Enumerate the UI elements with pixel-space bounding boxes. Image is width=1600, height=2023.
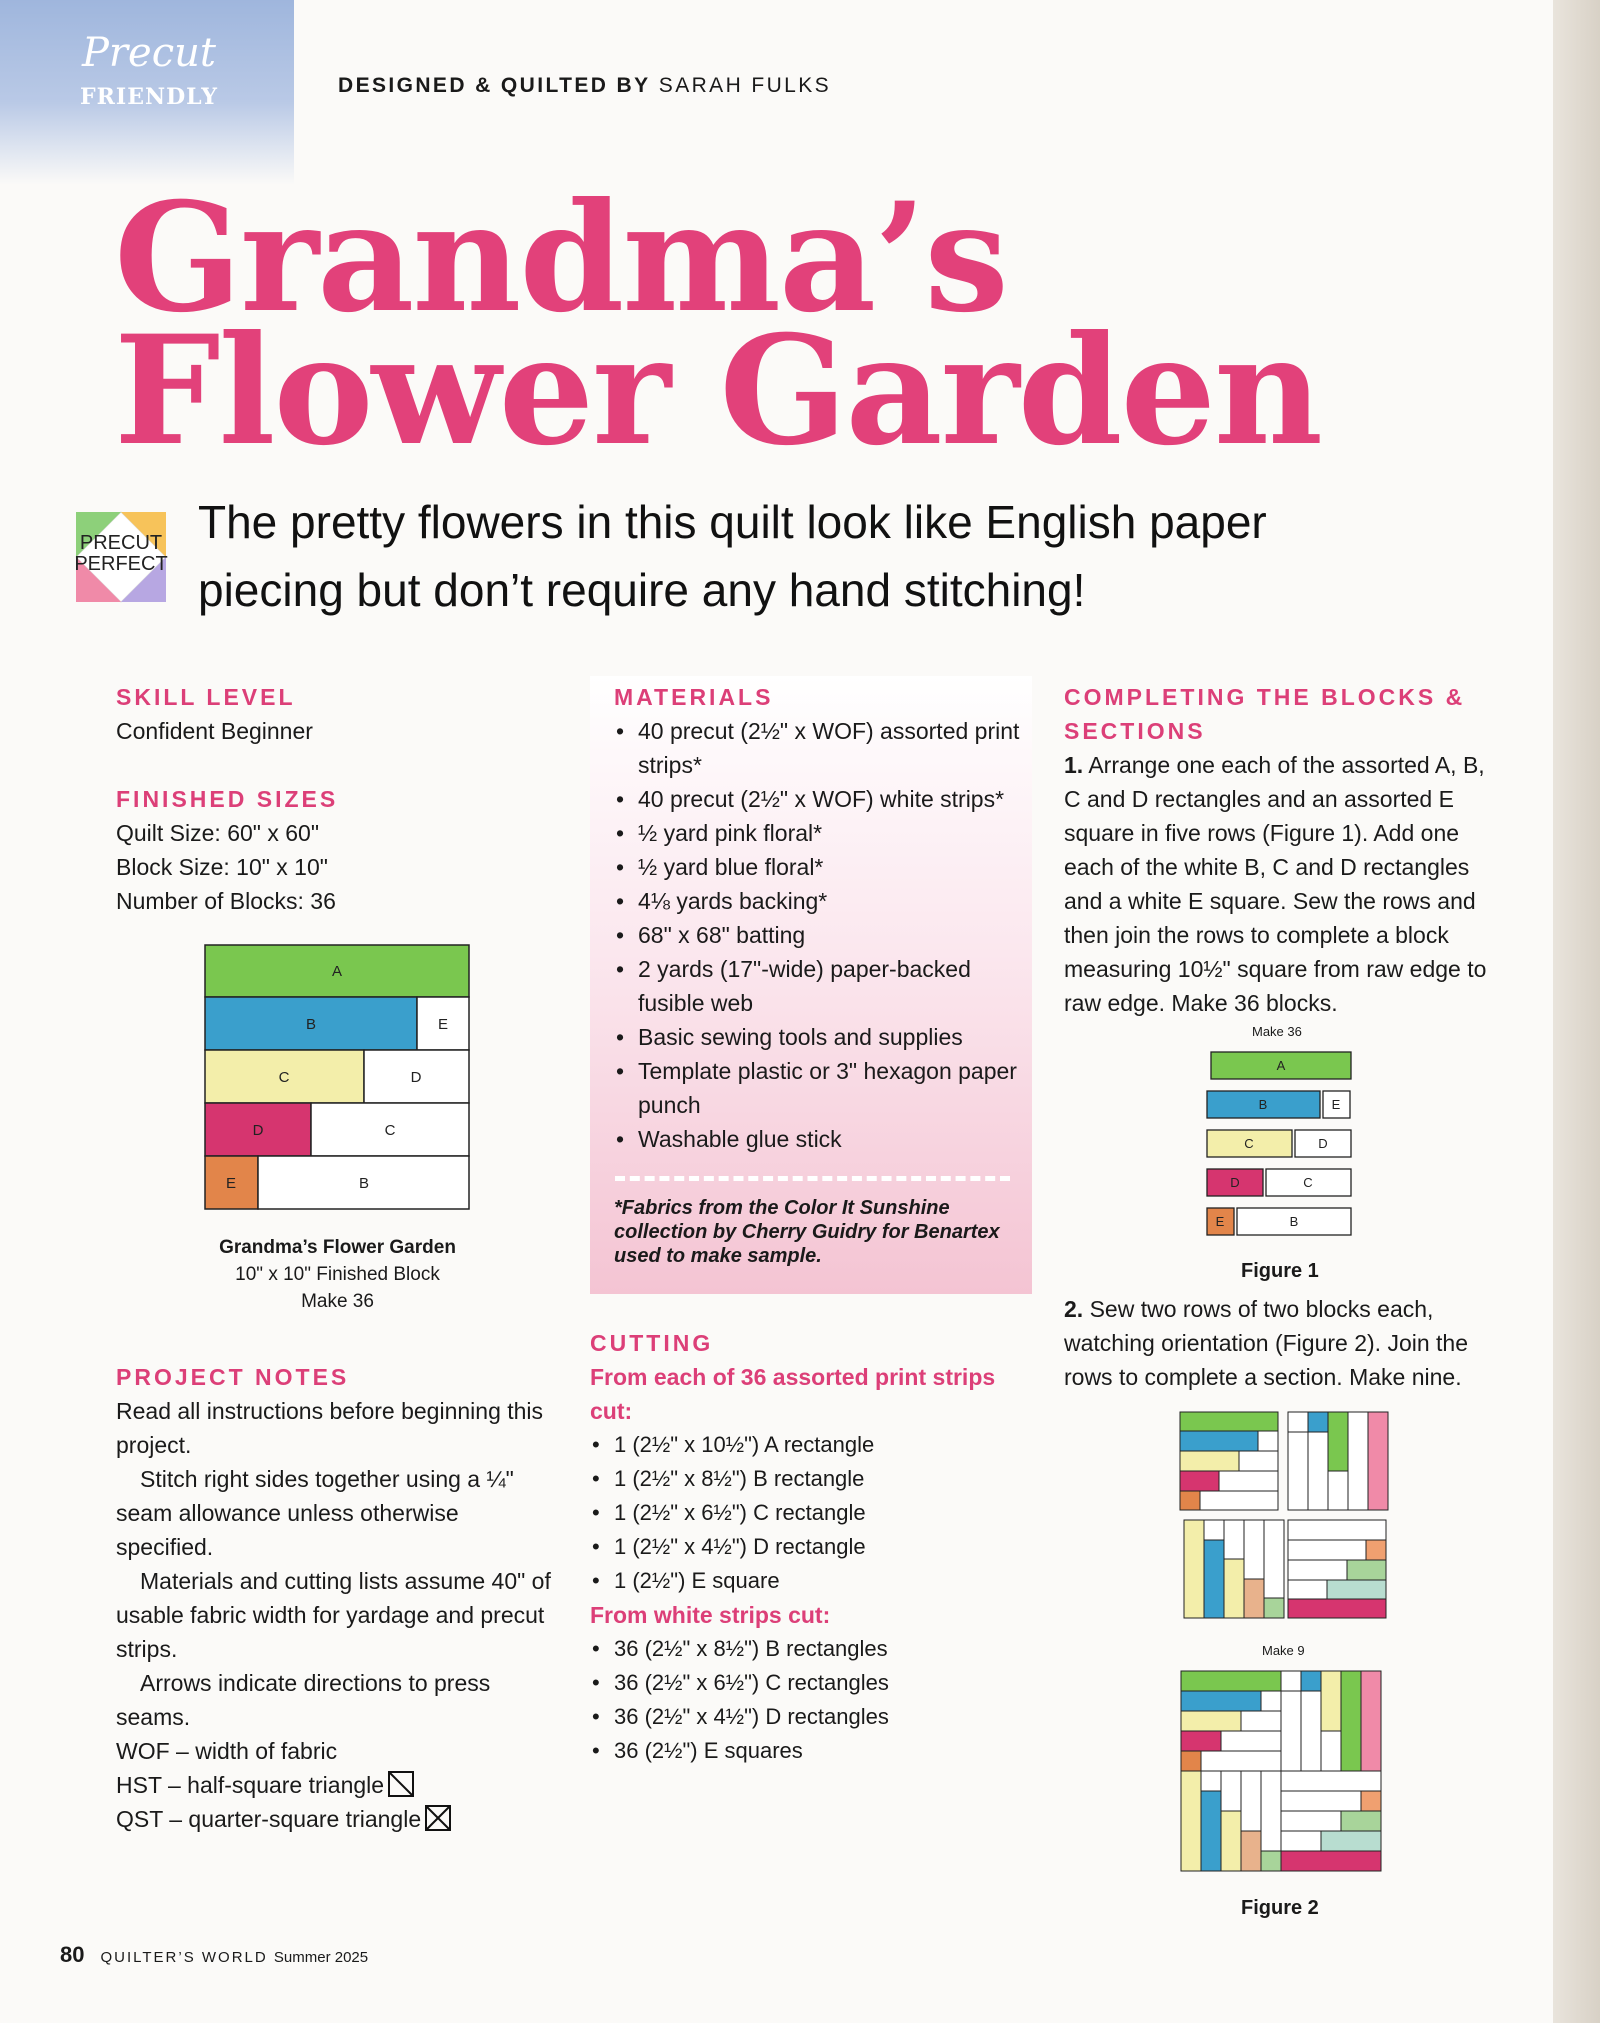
figure-1-diagram	[1206, 1050, 1362, 1236]
precut-perfect-text	[74, 533, 168, 575]
cut-item: • 36 (2½" x 6½") C rectangles	[590, 1666, 1040, 1700]
subtitle: The pretty flowers in this quilt look like English paper piecing but don’t require any hand stitching!	[198, 496, 1267, 616]
cut-item: • 1 (2½" x 8½") B rectangle	[590, 1462, 1040, 1496]
badge-script: Precut	[82, 30, 216, 76]
step-1	[1064, 748, 1504, 1020]
logo-line1: PRECUT	[79, 532, 163, 554]
completing	[1064, 680, 1504, 1020]
materials	[614, 680, 1024, 1156]
fig2-make: Make 9	[1262, 1643, 1305, 1658]
material-item: • Template plastic or 3" hexagon paper punch	[614, 1054, 1024, 1122]
step-1-num: 1.	[1064, 752, 1084, 778]
cut-item: • 36 (2½" x 8½") B rectangles	[590, 1632, 1040, 1666]
material-item: • Washable glue stick	[614, 1122, 1024, 1156]
page-title-line2: Flower Garden	[114, 303, 1322, 479]
material-item: • 2 yards (17"-wide) paper-backed fusible web	[614, 952, 1024, 1020]
cut-item: • 36 (2½" x 4½") D rectangles	[590, 1700, 1040, 1734]
label-c2: C	[384, 1122, 396, 1139]
page-footer	[60, 1942, 368, 1968]
page-number: 80	[60, 1942, 85, 1967]
cut-item: • 1 (2½" x 6½") C rectangle	[590, 1496, 1040, 1530]
fig1-label-e2: E	[1215, 1214, 1225, 1229]
size-count: Number of Blocks: 36	[116, 888, 336, 914]
note-hst-text: HST – half-square triangle	[116, 1772, 385, 1798]
project-notes	[116, 1360, 556, 1836]
note-4: Arrows indicate directions to press seams.	[116, 1670, 491, 1730]
label-c1: C	[278, 1069, 290, 1086]
step-1-text: Arrange one each of the assorted A, B, C and D rectangles and an assorted E square in five rows (Figure 1). Add one each of the white B, C and D rectangles and a white E square. Sew the rows and then join the rows to complete a block measuring 10½" square from raw edge to raw edge. Make 36 blocks.	[1064, 752, 1487, 1016]
block-caption-title: Grandma’s Flower Garden	[219, 1237, 456, 1258]
label-b1: B	[305, 1016, 317, 1033]
label-b2: B	[358, 1175, 370, 1192]
block-caption-size: 10" x 10" Finished Block	[235, 1264, 440, 1285]
notes-heading: PROJECT NOTES	[116, 1364, 350, 1390]
cut-item: • 36 (2½") E squares	[590, 1734, 1040, 1768]
material-item: • 4⅛ yards backing*	[614, 884, 1024, 918]
fig1-label-b2: B	[1289, 1214, 1299, 1229]
fig1-label-d2: D	[1230, 1175, 1240, 1190]
block-caption-make: Make 36	[301, 1291, 374, 1312]
cutting	[590, 1326, 1040, 1768]
label-d2: D	[252, 1122, 264, 1139]
material-item: • 40 precut (2½" x WOF) white strips*	[614, 782, 1024, 816]
label-a: A	[331, 963, 343, 980]
size-block: Block Size: 10" x 10"	[116, 854, 328, 880]
byline-prefix: DESIGNED & QUILTED BY	[338, 74, 651, 97]
step-2	[1064, 1292, 1504, 1394]
material-item: • 68" x 68" batting	[614, 918, 1024, 952]
skill-heading: SKILL LEVEL	[116, 684, 296, 710]
magazine-name: QUILTER’S WORLD	[100, 1949, 268, 1966]
byline-name: SARAH FULKS	[658, 74, 832, 97]
size-quilt: Quilt Size: 60" x 60"	[116, 820, 319, 846]
label-e1: E	[437, 1016, 449, 1033]
step-2-block	[1064, 1292, 1504, 1394]
cutting-heading: CUTTING	[590, 1330, 714, 1356]
material-item: • 40 precut (2½" x WOF) assorted print strips*	[614, 714, 1024, 782]
sizes-heading: FINISHED SIZES	[116, 786, 339, 812]
fig1-label-e1: E	[1331, 1097, 1341, 1112]
note-1: Read all instructions before beginning this project.	[116, 1398, 544, 1458]
completing-heading: COMPLETING THE BLOCKS & SECTIONS	[1064, 684, 1466, 744]
note-3: Materials and cutting lists assume 40" of usable fabric width for yardage and precut strips.	[116, 1568, 551, 1662]
qst-icon	[425, 1805, 451, 1831]
block-diagram	[204, 944, 470, 1210]
figure-2-unsewn-blocks	[1178, 1410, 1392, 1620]
material-item: • ½ yard blue floral*	[614, 850, 1024, 884]
fig1-label-d1: D	[1318, 1136, 1328, 1151]
figure-2-section	[1180, 1670, 1382, 1872]
material-item: • Basic sewing tools and supplies	[614, 1020, 1024, 1054]
badge-friendly: FRIENDLY	[80, 84, 218, 110]
step-2-text: Sew two rows of two blocks each, watching orientation (Figure 2). Join the rows to complete a section. Make nine.	[1064, 1296, 1468, 1390]
cutting-white-sub: From white strips cut:	[590, 1602, 831, 1628]
hst-icon	[388, 1771, 414, 1797]
page-edge	[1553, 0, 1600, 2023]
materials-heading: MATERIALS	[614, 684, 774, 710]
fig1-label-b1: B	[1258, 1097, 1268, 1112]
fig1-make: Make 36	[1252, 1024, 1302, 1039]
note-hst	[116, 1768, 556, 1802]
byline	[338, 74, 831, 98]
dashed-divider	[615, 1176, 1010, 1181]
issue: Summer 2025	[273, 1949, 369, 1966]
cutting-print-sub: From each of 36 assorted print strips cut:	[590, 1364, 996, 1424]
material-item: • ½ yard pink floral*	[614, 816, 1024, 850]
note-2: Stitch right sides together using a ¼" seam allowance unless otherwise specified.	[116, 1466, 514, 1560]
cut-item: • 1 (2½") E square	[590, 1564, 1040, 1598]
cut-item: • 1 (2½" x 4½") D rectangle	[590, 1530, 1040, 1564]
column-left	[116, 680, 556, 918]
label-e2: E	[225, 1175, 237, 1192]
cut-item: • 1 (2½" x 10½") A rectangle	[590, 1428, 1040, 1462]
skill-value: Confident Beginner	[116, 718, 313, 744]
note-wof: WOF – width of fabric	[116, 1738, 338, 1764]
note-qst-text: QST – quarter-square triangle	[116, 1806, 422, 1832]
logo-line2: PERFECT	[74, 553, 168, 575]
figure-2-caption: Figure 2	[1241, 1897, 1319, 1919]
block-caption	[150, 1234, 525, 1315]
fabric-note: *Fabrics from the Color It Sunshine collection by Cherry Guidry for Benartex used to make sample.	[614, 1197, 1000, 1267]
note-qst	[116, 1802, 556, 1836]
fig1-label-c1: C	[1244, 1136, 1254, 1151]
fig1-label-a: A	[1276, 1058, 1286, 1073]
figure-1-caption: Figure 1	[1241, 1260, 1319, 1282]
fig1-label-c2: C	[1303, 1175, 1313, 1190]
label-d1: D	[410, 1069, 422, 1086]
precut-friendly-badge	[0, 0, 294, 185]
page-title-line1: Grandma’s	[114, 170, 1007, 346]
step-2-num: 2.	[1064, 1296, 1084, 1322]
